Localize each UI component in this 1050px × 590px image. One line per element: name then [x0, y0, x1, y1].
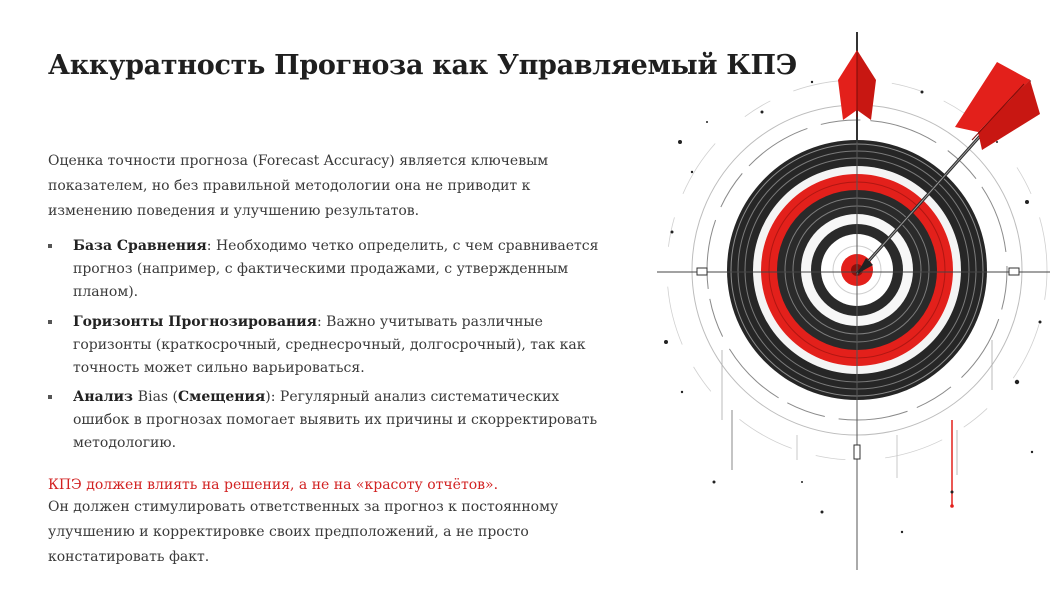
archery-target-icon	[652, 22, 1050, 570]
bullet-marker	[48, 395, 52, 399]
accent-statement: КПЭ должен влиять на решения, а не на «красоту отчётов».	[48, 477, 499, 493]
intro-paragraph: Оценка точности прогноза (Forecast Accuracy) является ключевым показателем, но без правильной методологии она не приводит к изменению поведения и улучшению результатов.	[48, 153, 549, 219]
bullet-text: : Регулярный анализ систематических ошибок в прогнозах помогает выявить их причины и скорректировать методологию.	[73, 389, 598, 451]
bullet-term-prefix: Анализ	[73, 389, 138, 405]
bullet-bias-analysis	[48, 386, 608, 455]
bullet-text: : Важно учитывать различные горизонты (краткосрочный, среднесрочный, долгосрочный), так как точность может сильно варьироваться.	[73, 314, 586, 376]
bullet-forecast-horizons	[48, 311, 608, 380]
bullet-marker	[48, 244, 52, 248]
bullet-term: Смещения	[178, 389, 266, 405]
bullet-term: База Сравнения	[73, 238, 207, 254]
bullet-text: : Необходимо четко определить, с чем сравнивается прогноз (например, с фактическими продажами, с утвержденным планом).	[73, 238, 599, 300]
vertical-arrow	[838, 32, 876, 142]
page-title: Аккуратность Прогноза как Управляемый КПЭ	[48, 50, 797, 81]
bullet-marker	[48, 320, 52, 324]
bullet-term-mid: Bias (	[137, 389, 179, 405]
closing-paragraph: Он должен стимулировать ответственных за прогноз к постоянному улучшению и корректировке своих предположений, а не просто констатировать факт.	[48, 499, 559, 565]
bullet-term-suffix: )	[265, 389, 271, 405]
bullet-comparison-base	[48, 235, 608, 304]
bullet-term: Горизонты Прогнозирования	[73, 314, 318, 330]
